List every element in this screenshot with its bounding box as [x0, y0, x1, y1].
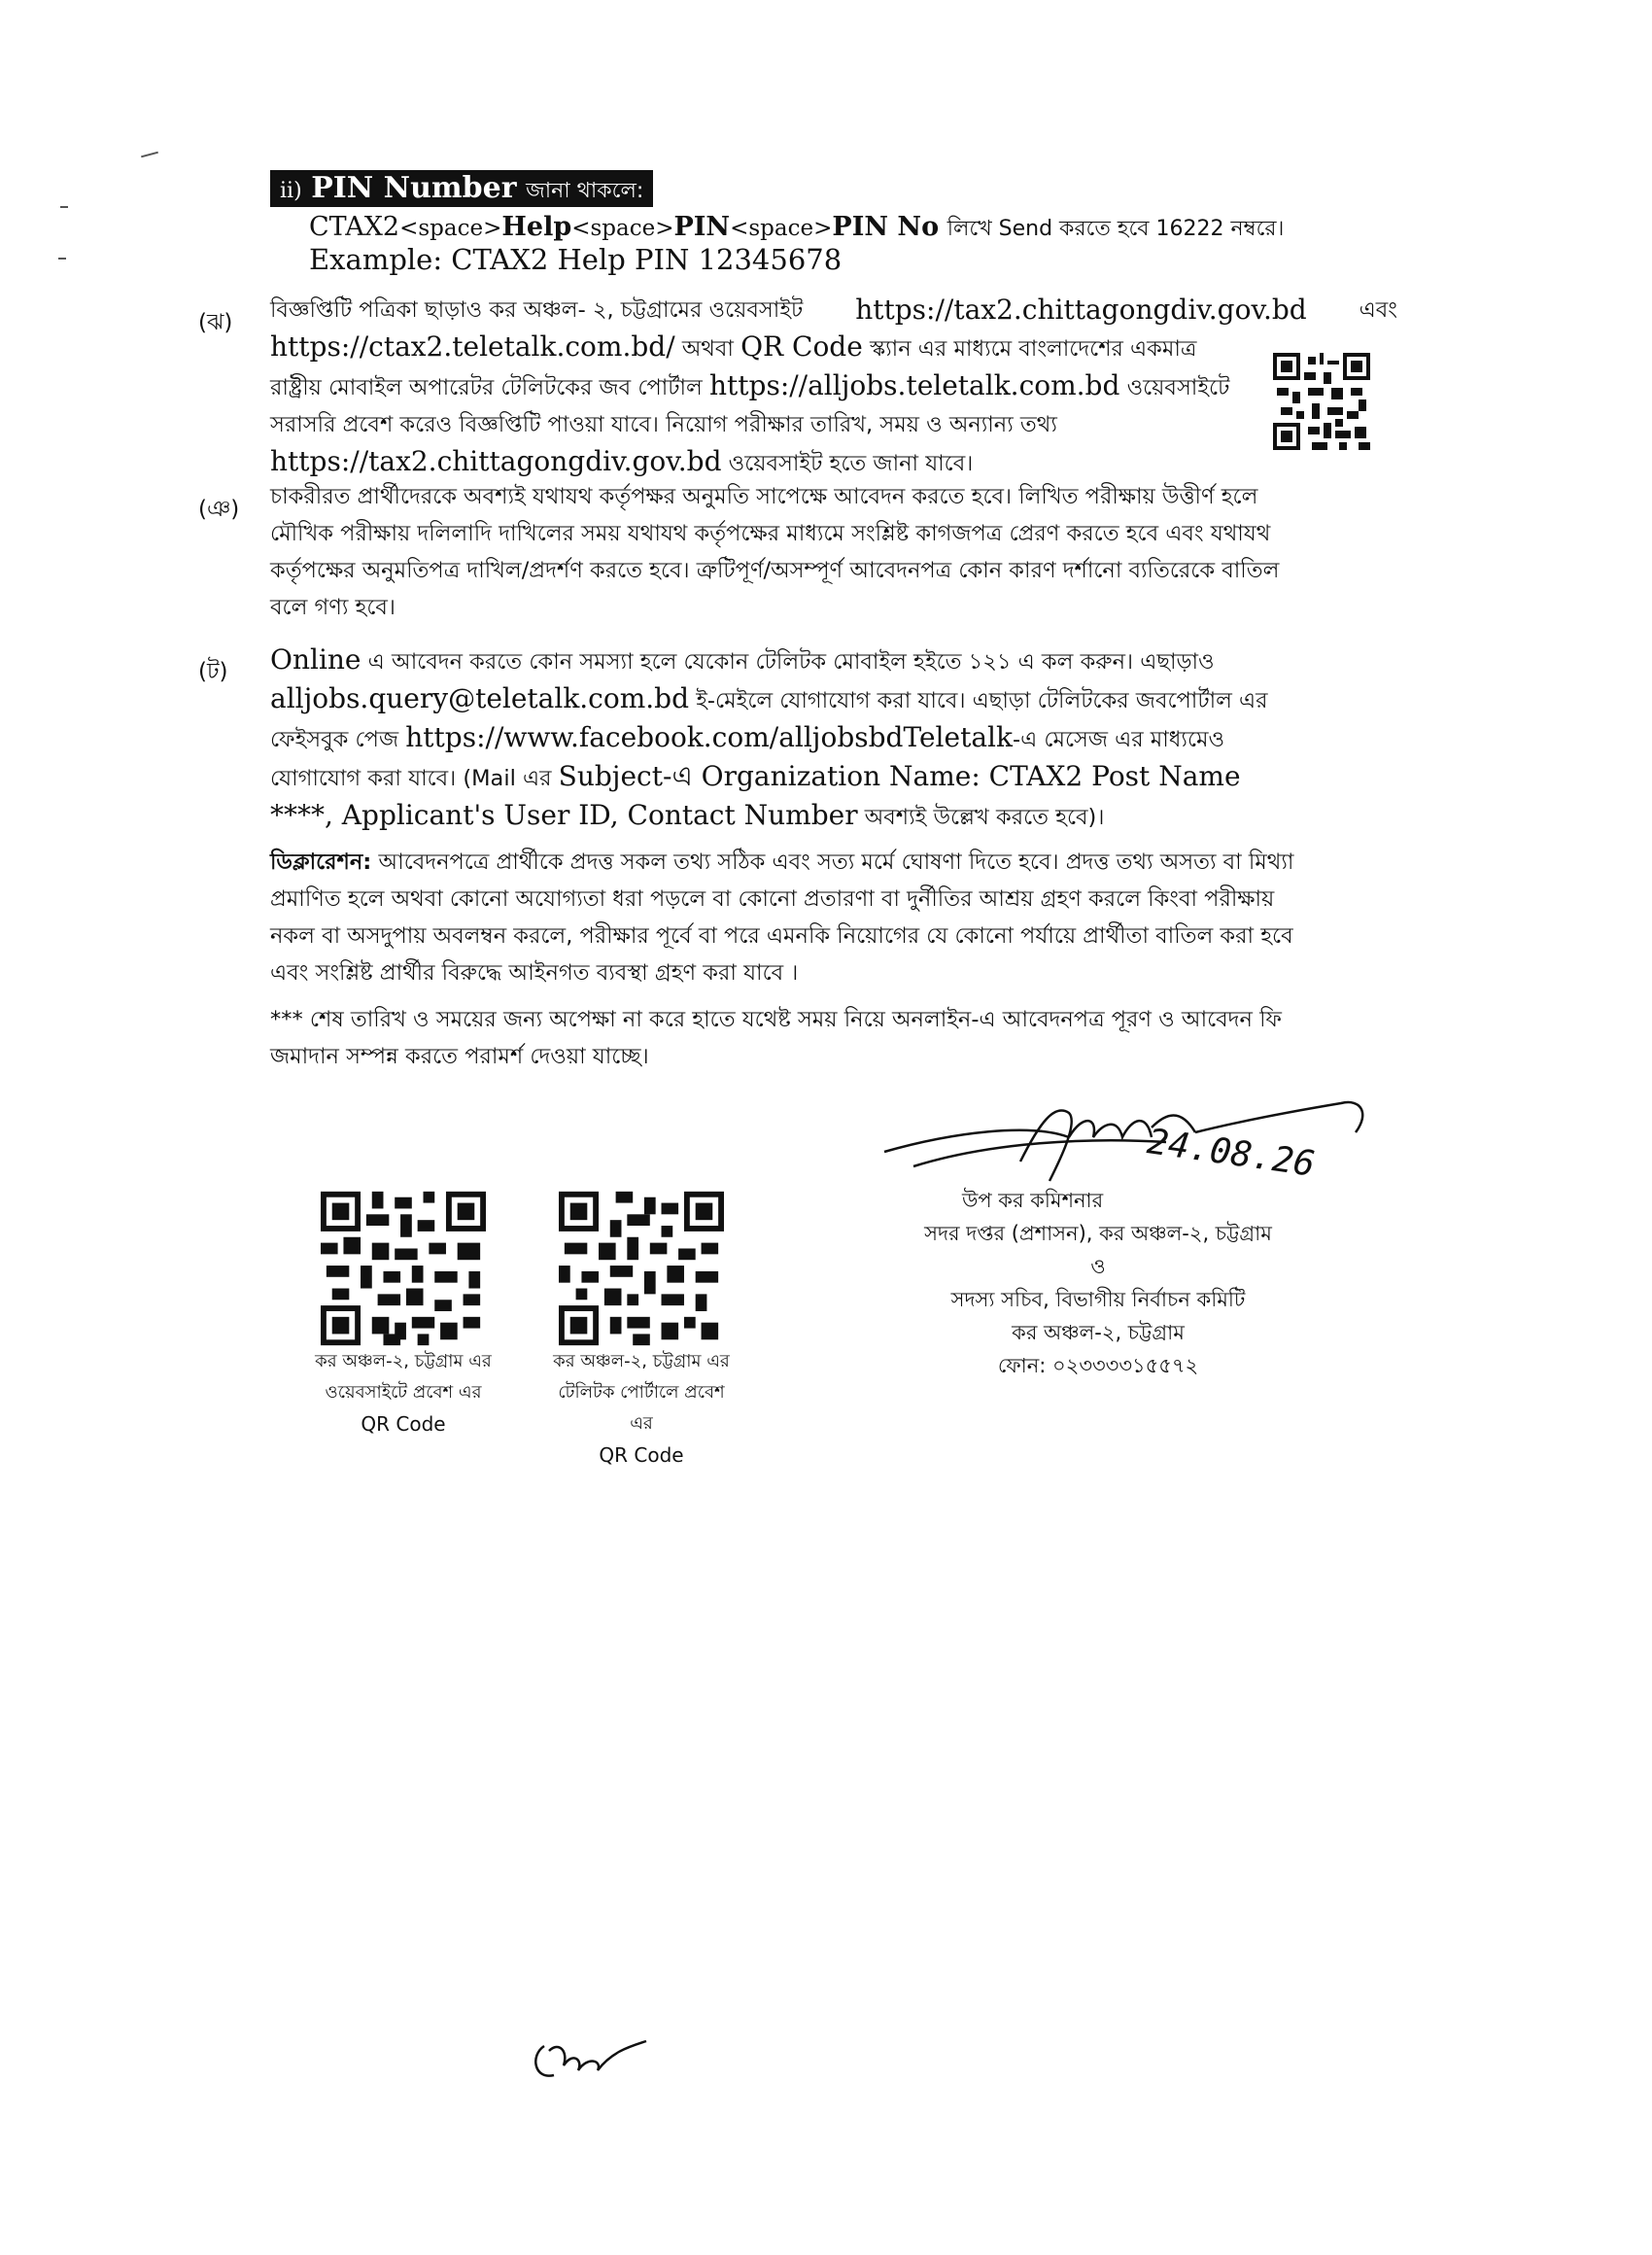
sms-pin: PIN — [673, 212, 731, 242]
sms-help: Help — [501, 212, 572, 242]
ta-line1: এ আবেদন করতে কোন সমস্যা হলে যেকোন টেলিটক মোবাইল হইতে ১২১ এ কল করুন। এছাড়াও — [367, 649, 1215, 675]
pin-sms-format — [309, 210, 1284, 247]
declaration-label: ডিক্লারেশন: — [270, 850, 372, 875]
teletalk-qr-code[interactable] — [559, 1191, 724, 1346]
signatory-zone: কর অঞ্চল-২, চট্টগ্রাম — [1012, 1321, 1185, 1344]
qr2-caption-line2: টেলিটক পোর্টালে প্রবেশ এর — [558, 1382, 725, 1434]
declaration-line1: আবেদনপত্রে প্রার্থীকে প্রদত্ত সকল তথ্য সঠিক এবং সত্য মর্মে ঘোষণা দিতে হবে। প্রদত্ত তথ্য অসত্য বা মিথ্যা — [378, 850, 1294, 875]
ta-line4-mid: এর — [523, 766, 552, 791]
advice-note — [270, 1001, 1397, 1075]
qr1-caption-line1: কর অঞ্চল-২, চট্টগ্রাম এর — [315, 1351, 492, 1371]
qr-block-website — [311, 1191, 496, 1440]
ta-line3: ফেইসবুক পেজ — [270, 727, 399, 752]
sms-code: CTAX2 — [309, 212, 400, 242]
nya-line3: কর্তৃপক্ষের অনুমতিপত্র দাখিল/প্রদর্শণ করতে হবে। ত্রুটিপূর্ণ/অসম্পূর্ণ আবেদনপত্র কোন কারণ দর্শানো ব্যতিরেকে বাতিল — [270, 558, 1280, 583]
nya-line2: মৌখিক পরীক্ষায় দলিলাদি দাখিলের সময় যথাযথ কর্তৃপক্ষের মাধ্যমে সংশ্লিষ্ট কাগজপত্র প্রেরণ করতে হবে এবং যথাযথ — [270, 521, 1271, 546]
online-word: Online — [270, 643, 361, 676]
signatory-office: সদর দপ্তর (প্রশাসন), কর অঞ্চল-২, চট্টগ্রাম — [924, 1222, 1272, 1245]
jha-line2-tail: স্ক্যান এর মাধ্যমে বাংলাদেশের একমাত্র — [869, 336, 1197, 362]
jha-line4: সরাসরি প্রবেশ করেও বিজ্ঞপ্তিটি পাওয়া যাবে। নিয়োগ পরীক্ষার তারিখ, সময় ও অন্যান্য তথ্য — [270, 412, 1057, 437]
pin-heading — [270, 170, 653, 207]
scan-mark — [58, 258, 66, 260]
signature-date: 24.08.26 — [1144, 1122, 1318, 1185]
pin-heading-bn: জানা থাকলে: — [526, 179, 644, 203]
declaration-line2: প্রমাণিত হলে অথবা কোনো অযোগ্যতা ধরা পড়লে বা কোনো প্রতারণা বা দুর্নীতির আশ্রয় গ্রহণ করলে কিংবা পরীক্ষায় — [270, 886, 1275, 912]
ta-line2-tail: ই-মেইলে যোগাযোগ করা যাবে। এছাড়া টেলিটকের জবপোর্টাল এর — [696, 688, 1268, 713]
pin-heading-roman: ii) — [280, 179, 302, 203]
ta-line4: যোগাযোগ করা যাবে। (Mail — [270, 766, 516, 791]
pin-example: Example: CTAX2 Help PIN 12345678 — [309, 243, 843, 276]
website-qr-code[interactable] — [321, 1191, 486, 1346]
declaration-line4: এবং সংশ্লিষ্ট প্রার্থীর বিরুদ্ধে আইনগত ব্যবস্থা গ্রহণ করা যাবে । — [270, 960, 799, 986]
handwritten-initials — [525, 2031, 651, 2090]
jha-or: অথবা — [681, 336, 734, 362]
small-qr-code[interactable] — [1273, 353, 1370, 450]
marker-nya: (ঞ) — [198, 497, 240, 522]
marker-jha: (ঝ) — [198, 310, 233, 335]
jha-line3-tail: ওয়েবসাইটে — [1126, 375, 1230, 400]
qr1-label: QR Code — [361, 1412, 446, 1436]
jha-line1: বিজ্ঞপ্তিটি পত্রিকা ছাড়াও কর অঞ্চল- ২, চট্টগ্রামের ওয়েবসাইট — [270, 297, 804, 323]
para-ta — [270, 642, 1397, 836]
sms-space-1: <space> — [399, 216, 502, 241]
scan-mark — [141, 152, 158, 158]
qr2-label: QR Code — [599, 1443, 684, 1467]
sms-space-3: <space> — [730, 216, 833, 241]
facebook-link[interactable]: https://www.facebook.com/alljobsbdTeletalk — [405, 721, 1013, 753]
ta-line4-en: Subject-এ Organization Name: CTAX2 Post Name — [558, 760, 1241, 792]
para-jha — [270, 292, 1397, 482]
ctax2-teletalk-link[interactable]: https://ctax2.teletalk.com.bd/ — [270, 330, 675, 363]
sms-space-2: <space> — [571, 216, 674, 241]
note-line2: জমাদান সম্পন্ন করতে পরামর্শ দেওয়া যাচ্ছে। — [270, 1044, 649, 1069]
scan-mark — [60, 206, 68, 208]
declaration — [270, 844, 1397, 991]
sms-pin-no: PIN No — [832, 212, 940, 242]
query-email-link[interactable]: alljobs.query@teletalk.com.bd — [270, 682, 690, 714]
ta-line3-tail: -এ মেসেজ এর মাধ্যমেও — [1012, 727, 1225, 752]
tax2-link-2[interactable]: https://tax2.chittagongdiv.gov.bd — [270, 445, 722, 477]
qr2-caption-line1: কর অঞ্চল-২, চট্টগ্রাম এর — [553, 1351, 730, 1371]
para-nya — [270, 478, 1397, 626]
sms-tail: লিখে Send করতে হবে 16222 নম্বরে। — [946, 217, 1285, 241]
jha-qr-word: QR Code — [740, 330, 863, 363]
declaration-line3: নকল বা অসদুপায় অবলম্বন করলে, পরীক্ষার পূর্বে বা পরে এমনকি নিয়োগের যে কোনো পর্যায়ে প্রার্থীতা বাতিল করা হবে — [270, 923, 1293, 949]
alljobs-link[interactable]: https://alljobs.teletalk.com.bd — [708, 369, 1120, 401]
qr-block-teletalk — [549, 1191, 734, 1471]
signatory-and: ও — [1090, 1255, 1106, 1278]
marker-ta: (ট) — [198, 659, 228, 684]
jha-line5-tail: ওয়েবসাইট হতে জানা যাবে। — [728, 451, 974, 476]
signatory-title: উপ কর কমিশনার — [962, 1189, 1104, 1212]
jha-line1-tail: এবং — [1359, 297, 1397, 323]
tax2-link-1[interactable]: https://tax2.chittagongdiv.gov.bd — [855, 294, 1307, 326]
nya-line4: বলে গণ্য হবে। — [270, 595, 396, 620]
qr1-caption-line2: ওয়েবসাইটে প্রবেশ এর — [325, 1382, 482, 1403]
signatory-block — [904, 1184, 1292, 1382]
signatory-phone: ফোন: ০২৩৩৩৩১৫৫৭২ — [997, 1354, 1199, 1377]
pin-heading-en: PIN Number — [311, 171, 517, 205]
signatory-committee: সদস্য সচিব, বিভাগীয় নির্বাচন কমিটি — [950, 1288, 1246, 1311]
note-line1: *** শেষ তারিখ ও সময়ের জন্য অপেক্ষা না করে হাতে যথেষ্ট সময় নিয়ে অনলাইন-এ আবেদনপত্র পূরণ ও আবেদন ফি — [270, 1007, 1282, 1032]
ta-line5-tail: অবশ্যই উল্লেখ করতে হবে)। — [864, 805, 1105, 830]
nya-line1: চাকরীরত প্রার্থীদেরকে অবশ্যই যথাযথ কর্তৃপক্ষর অনুমতি সাপেক্ষে আবেদন করতে হবে। লিখিত পরীক্ষায় উত্তীর্ণ হলে — [270, 484, 1258, 509]
jha-line3: রাষ্ট্রীয় মোবাইল অপারেটর টেলিটকের জব পোর্টাল — [270, 375, 703, 400]
ta-line5-en: ****, Applicant's User ID, Contact Number — [270, 799, 858, 831]
